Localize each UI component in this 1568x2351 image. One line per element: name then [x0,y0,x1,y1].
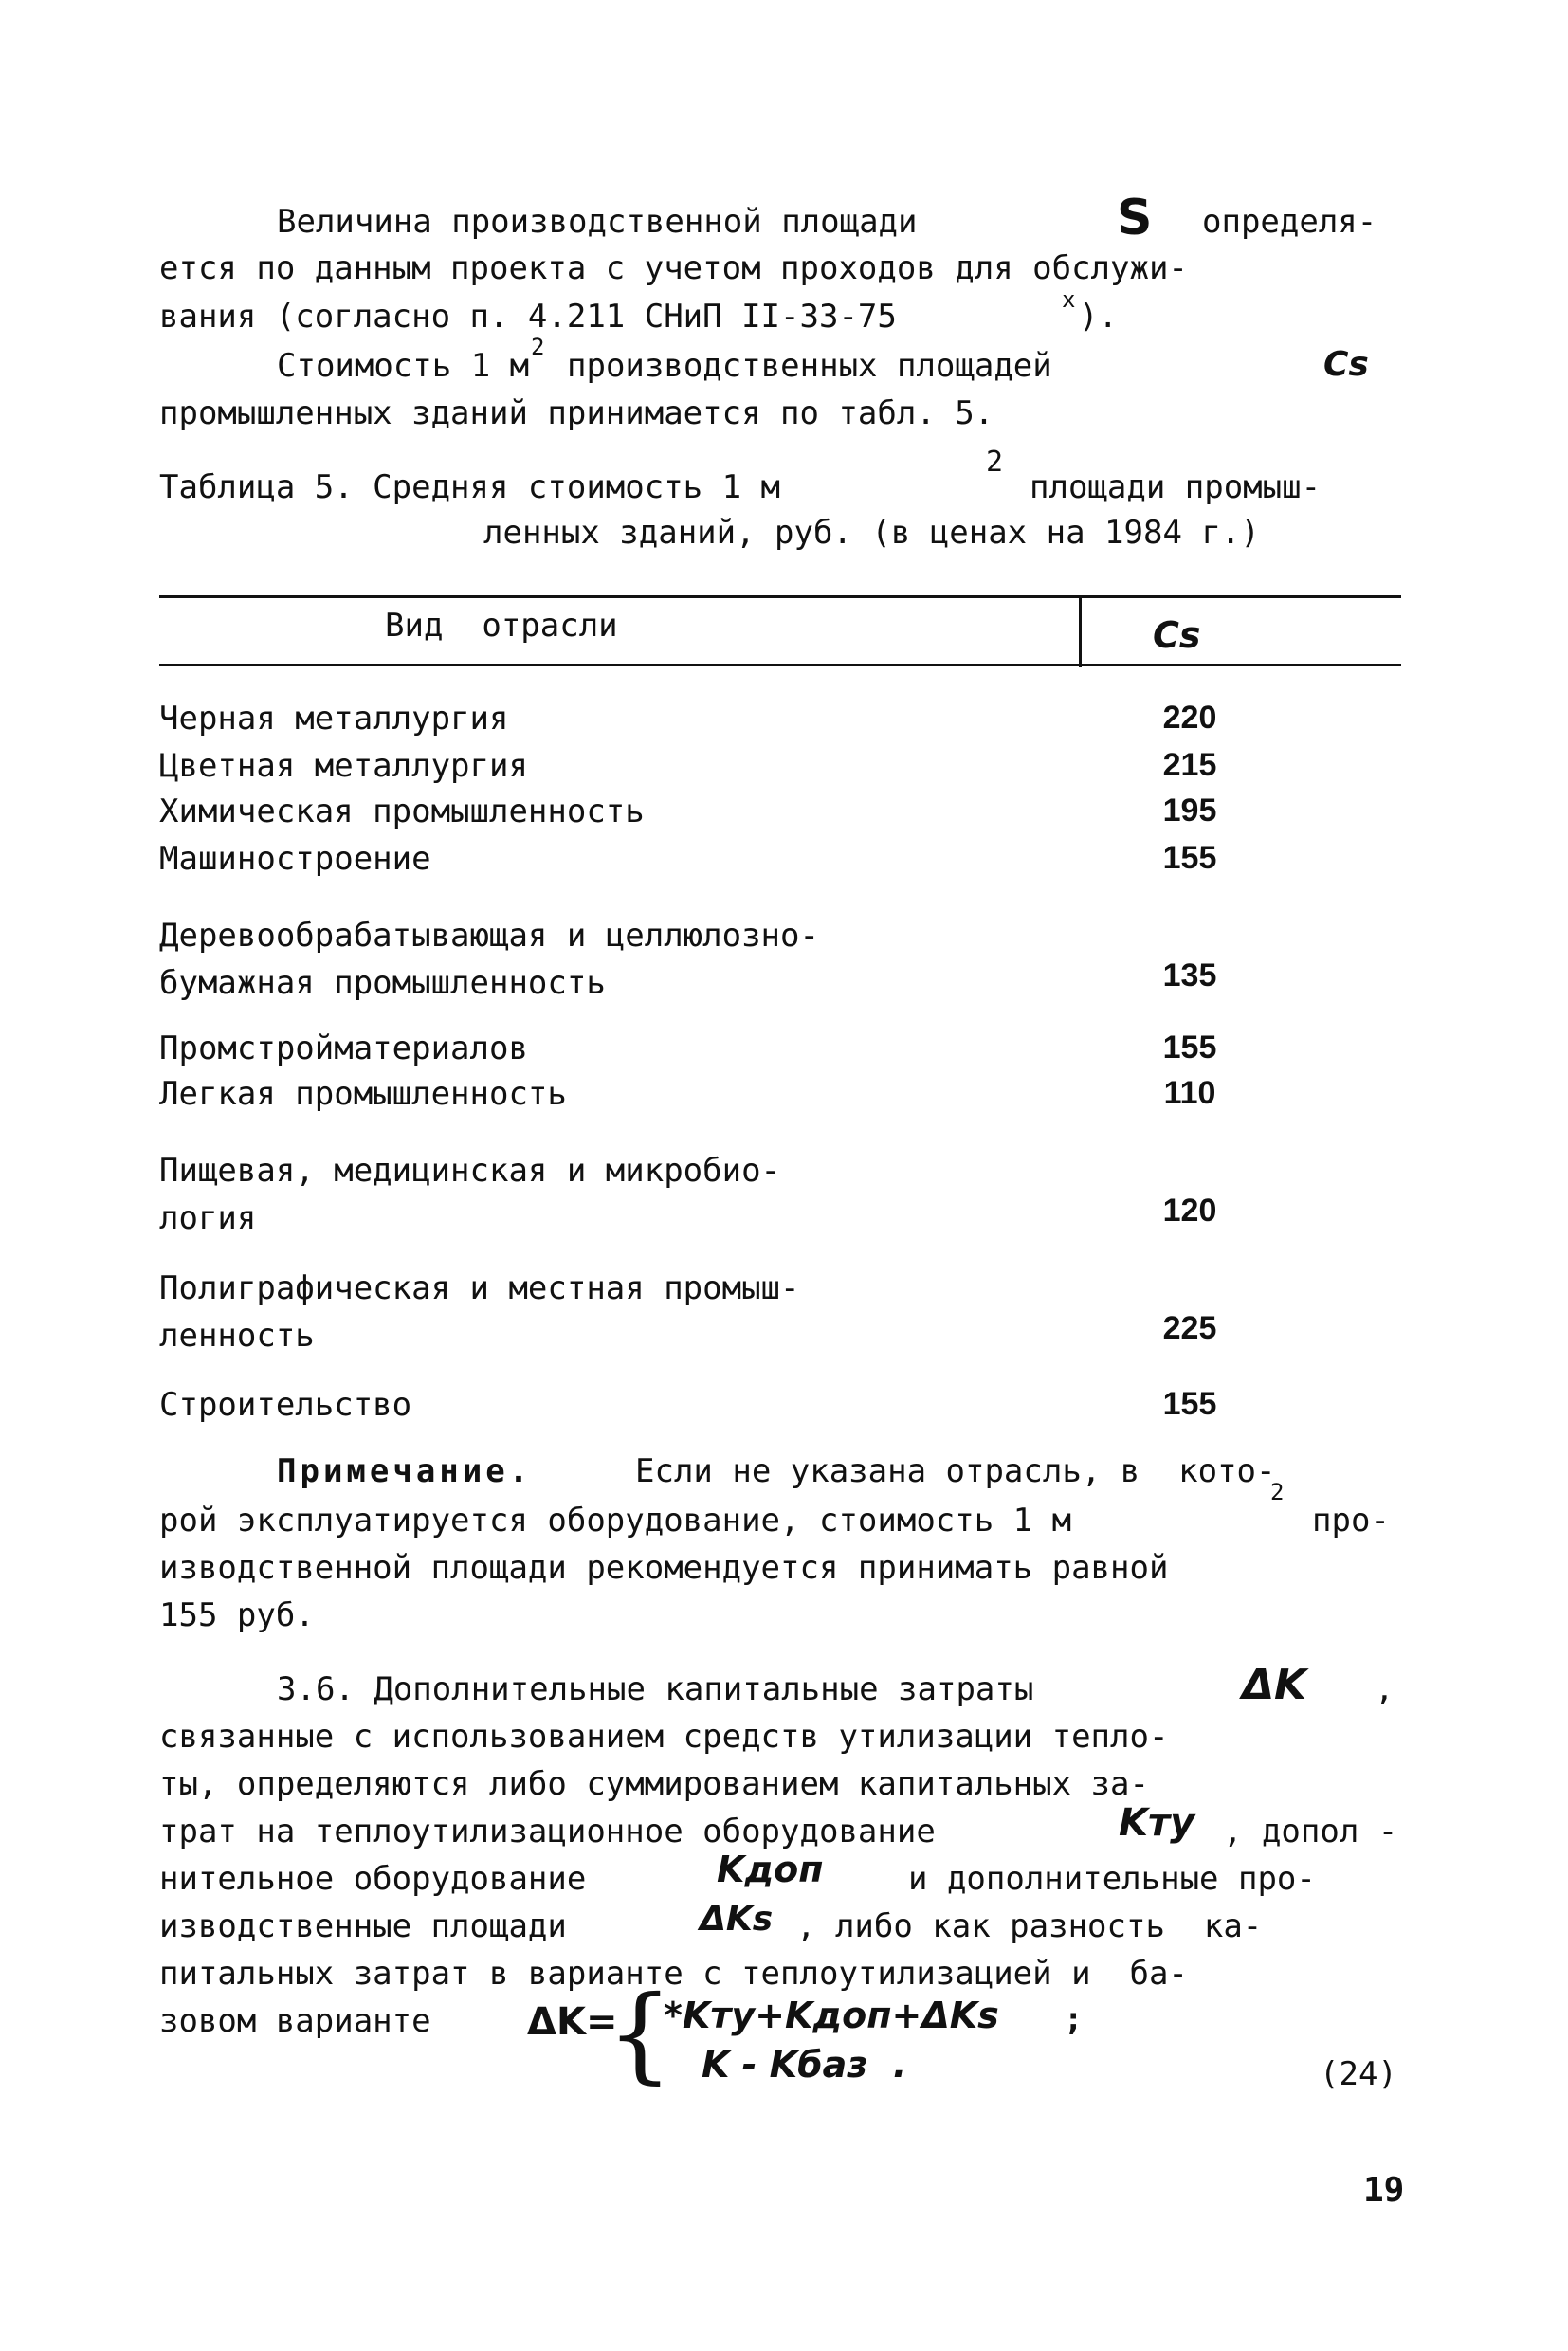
paragraph-2-line-1: Стоимость 1 м [277,347,530,385]
paragraph-1-line-3: вания (согласно п. 4.211 СНиП II-33-75 [159,298,897,336]
row-value: 215 [1162,747,1217,783]
section-line-1-end: , [1375,1670,1395,1708]
symbol-k-dop: Kдоп [717,1849,824,1890]
formula-lhs: ΔK= [527,2000,618,2044]
section-line-2: связанные с использованием средств утилизации тепло- [159,1718,1169,1756]
section-line-3: ты, определяются либо суммированием капитальных за- [159,1765,1149,1803]
row-value: 155 [1162,1386,1217,1422]
formula-case-1: *Kту+Kдоп+ΔKs [664,1995,999,2036]
section-line-5: нительное оборудование [159,1860,587,1898]
row-label: Промстройматериалов [159,1030,528,1067]
equation-number: (24) [1320,2055,1397,2093]
row-label: Машиностроение [159,840,431,878]
row-label: Легкая промышленность [159,1075,567,1113]
row-label: Полиграфическая и местная промыш- ленность [159,1269,800,1355]
formula-case-1-end: ; [1064,2000,1084,2038]
row-label: Пищевая, медицинская и микробио- логия [159,1152,781,1237]
section-line-1: 3.6. Дополнительные капитальные затраты [277,1670,1034,1708]
symbol-cs: Cs [1323,345,1369,384]
section-line-4-end: , допол - [1223,1813,1398,1850]
note-heading: Примечание. [277,1452,533,1490]
note-line-3: изводственной площади рекомендуется принимать равной [159,1549,1169,1587]
symbol-delta-ks: ΔKs [700,1900,774,1939]
formula-case-2: K - Kбаз . [702,2044,907,2086]
table-header-cs: Cs [1153,614,1201,656]
section-line-5-end: и дополнительные про- [908,1860,1316,1898]
row-label: Цветная металлургия [159,747,528,785]
section-line-7: питальных затрат в варианте с теплоутилизацией и ба- [159,1955,1188,1993]
row-label: Деревообрабатывающая и целлюлозно- бумажная промышленность [159,917,819,1002]
paragraph-1-line-1-end: определя- [1202,203,1377,241]
table-top-rule [159,595,1401,598]
paragraph-1-line-1: Величина производственной площади [277,203,918,241]
row-label: Химическая промышленность [159,793,645,830]
section-line-6: изводственные площади [159,1907,567,1945]
paragraph-2-line-2: промышленных зданий принимается по табл. 5. [159,394,994,432]
note-line-2: рой эксплуатируется оборудование, стоимость 1 м [159,1502,1072,1540]
row-label: Черная металлургия [159,700,509,738]
row-value: 120 [1162,1193,1217,1229]
formula-brace: { [607,1973,673,2094]
section-line-6-end: , либо как разность ка- [796,1907,1263,1945]
note-line-4: 155 руб. [159,1596,315,1634]
row-value: 220 [1162,700,1217,736]
section-line-8: зовом варианте [159,2002,431,2040]
symbol-k-tu: Kту [1119,1801,1195,1845]
note-superscript-2: 2 [1270,1479,1285,1505]
row-value: 195 [1162,793,1217,829]
row-value: 110 [1163,1075,1216,1111]
paragraph-2-line-1-end: производственных площадей [567,347,1052,385]
note-line-2-end: про- [1312,1502,1390,1540]
table-header-rule [159,664,1401,666]
table-column-divider [1079,595,1082,667]
symbol-delta-k: ΔK [1242,1661,1307,1709]
note-line-1: Если не указана отрасль, в кото- [635,1452,1276,1490]
table-caption-line-2: ленных зданий, руб. (в ценах на 1984 г.) [483,514,1260,552]
superscript-x: x [1062,286,1076,313]
row-label: Строительство [159,1386,412,1424]
page-number: 19 [1363,2171,1405,2210]
symbol-s: S [1117,190,1153,246]
row-value: 155 [1162,1030,1217,1066]
paragraph-1-line-2: ется по данным проекта с учетом проходов для обслужи- [159,249,1188,287]
row-value: 225 [1162,1310,1217,1346]
table-caption-line-1: Таблица 5. Средняя стоимость 1 м [159,468,781,506]
table-header-industry: Вид отрасли [385,607,618,645]
section-line-4: трат на теплоутилизационное оборудование [159,1813,936,1850]
row-value: 135 [1162,957,1217,993]
caption-superscript-2: 2 [986,446,1004,479]
table-caption-line-1-end: площади промыш- [1030,468,1322,506]
superscript-2: 2 [531,334,545,360]
row-value: 155 [1162,840,1217,876]
paragraph-1-line-3-end: ). [1079,298,1118,336]
